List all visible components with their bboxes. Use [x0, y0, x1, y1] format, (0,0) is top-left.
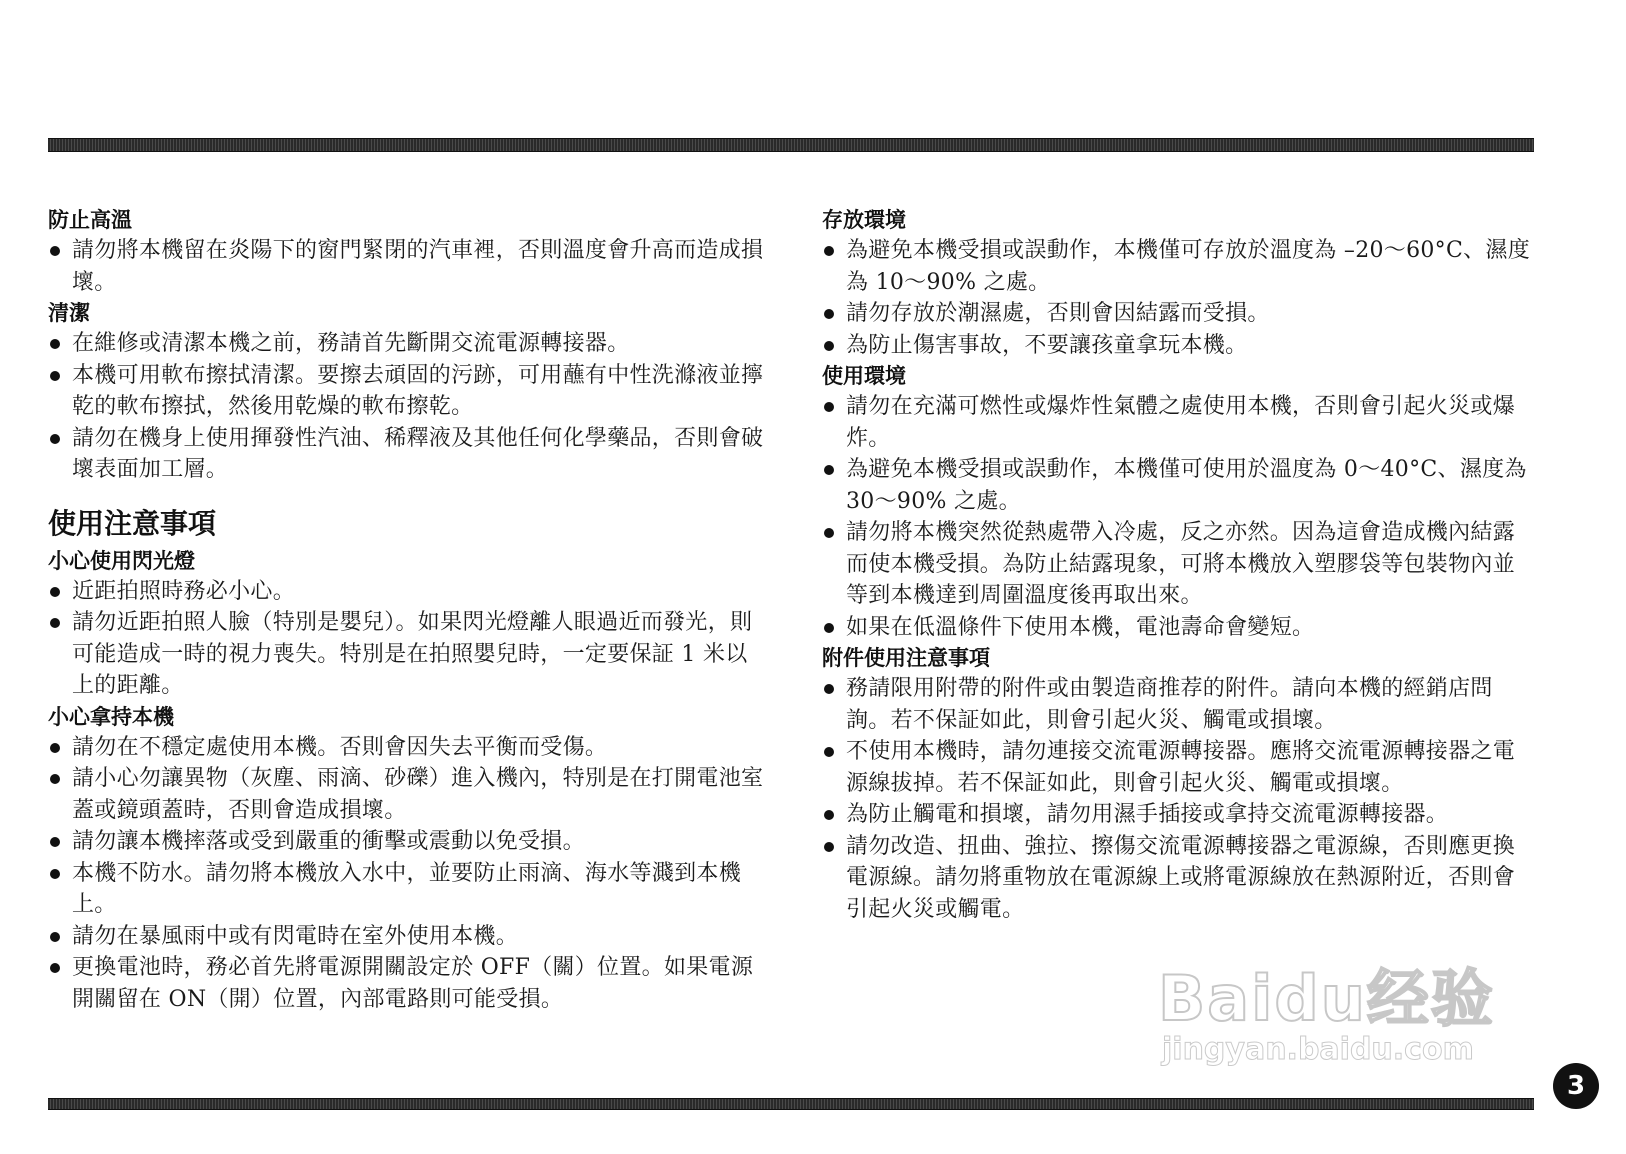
list-item-text: 不使用本機時，請勿連接交流電源轉接器。應將交流電源轉接器之電源線拔掉。若不保証如此，則會引起火災、觸電或損壞。: [846, 739, 1516, 796]
list-item-text: 為防止觸電和損壞，請勿用濕手插接或拿持交流電源轉接器。: [846, 802, 1449, 827]
main-heading: 使用注意事項: [48, 506, 217, 540]
bullet-icon: [50, 743, 60, 753]
list-item-text: 請勿將本機突然從熱處帶入冷處，反之亦然。因為這會造成機內結露而使本機受損。為防止結露現象，可將本機放入塑膠袋等包裝物內並等到本機達到周圍溫度後再取出來。: [846, 520, 1516, 608]
list-item: [48, 607, 768, 702]
bullet-icon: [824, 684, 834, 694]
list-item: [48, 328, 768, 360]
section-heading: 清潔: [48, 301, 90, 325]
list-item-text: 請勿在機身上使用揮發性汽油、稀釋液及其他任何化學藥品，否則會破壞表面加工層。: [72, 425, 764, 482]
list-item: [822, 673, 1536, 736]
bullet-list: [822, 673, 1536, 925]
bullet-list: [822, 235, 1536, 361]
watermark-url: jingyan.baidu.com: [1162, 1032, 1474, 1067]
list-item: [822, 454, 1536, 517]
list-item: [822, 612, 1536, 644]
list-item-text: 請勿在暴風雨中或有閃電時在室外使用本機。: [72, 923, 519, 949]
section-heading: 存放環境: [822, 208, 906, 232]
bullet-icon: [824, 465, 834, 475]
bullet-list: [822, 391, 1536, 643]
list-item: [822, 736, 1536, 799]
list-item: [48, 423, 768, 486]
bullet-icon: [50, 774, 60, 784]
list-item: [822, 235, 1536, 298]
bullet-icon: [50, 869, 60, 879]
list-item-text: 如果在低溫條件下使用本機，電池壽命會變短。: [846, 614, 1315, 640]
bullet-icon: [824, 341, 834, 351]
bullet-icon: [50, 618, 60, 628]
bullet-icon: [50, 837, 60, 847]
list-item: [48, 763, 768, 826]
list-item-text: 為防止傷害事故，不要讓孩童拿玩本機。: [846, 332, 1248, 358]
bottom-rule: [48, 1098, 1534, 1110]
bullet-icon: [50, 932, 60, 942]
section-heading: 小心使用閃光燈: [48, 548, 195, 573]
list-item-text: 本機可用軟布擦拭清潔。要擦去頑固的污跡，可用蘸有中性洗滌液並擰乾的軟布擦拭，然後用乾燥的軟布擦乾。: [72, 362, 764, 419]
bullet-icon: [824, 309, 834, 319]
list-item: [822, 330, 1536, 362]
bullet-list: [48, 328, 768, 486]
list-item-text: 在維修或清潔本機之前，務請首先斷開交流電源轉接器。: [72, 331, 630, 356]
list-item-text: 請勿讓本機摔落或受到嚴重的衝擊或震動以免受損。: [72, 829, 585, 854]
bullet-icon: [824, 842, 834, 852]
list-item: [822, 831, 1536, 926]
list-item-text: 更換電池時，務必首先將電源開關設定於 OFF（關）位置。如果電源開關留在 ON（開）位置，內部電路則可能受損。: [72, 955, 754, 1012]
section-heading: 使用環境: [822, 364, 906, 388]
bullet-list: [48, 576, 768, 702]
bullet-icon: [50, 371, 60, 381]
list-item-text: 請勿存放於潮濕處，否則會因結露而受損。: [846, 301, 1270, 326]
bullet-icon: [824, 246, 834, 256]
list-item: [48, 826, 768, 858]
section-heading: 防止高溫: [48, 208, 132, 232]
list-item-text: 近距拍照時務必小心。: [72, 578, 296, 604]
bullet-icon: [50, 339, 60, 349]
list-item-text: 請勿改造、扭曲、強拉、擦傷交流電源轉接器之電源線，否則應更換電源線。請勿將重物放在電源線上或將電源線放在熱源附近，否則會引起火災或觸電。: [846, 833, 1516, 922]
bullet-icon: [824, 402, 834, 412]
top-rule: [48, 138, 1534, 152]
list-item-text: 請勿在充滿可燃性或爆炸性氣體之處使用本機，否則會引起火災或爆炸。: [846, 394, 1516, 451]
bullet-icon: [824, 528, 834, 538]
bullet-icon: [824, 810, 834, 820]
bullet-list: [48, 732, 768, 1016]
list-item: [48, 235, 768, 298]
list-item: [48, 576, 768, 608]
list-item-text: 為避免本機受損或誤動作，本機僅可存放於溫度為 –20～60°C、濕度為 10～90% 之處。: [846, 238, 1531, 295]
bullet-icon: [50, 434, 60, 444]
left-column: [48, 205, 768, 1015]
list-item: [48, 360, 768, 423]
bullet-list: [48, 235, 768, 298]
list-item: [822, 517, 1536, 612]
list-item: [48, 921, 768, 953]
baidu-watermark: [1158, 962, 1548, 1067]
right-column: [822, 205, 1536, 925]
bullet-icon: [824, 623, 834, 633]
list-item-text: 請勿將本機留在炎陽下的窗門緊閉的汽車裡，否則溫度會升高而造成損壞。: [72, 238, 764, 295]
list-item-text: 請勿近距拍照人臉（特別是嬰兒）。如果閃光燈離人眼過近而發光，則可能造成一時的視力喪失。特別是在拍照嬰兒時，一定要保証 1 米以上的距離。: [72, 610, 753, 698]
section-heading: 小心拿持本機: [48, 704, 174, 729]
bullet-icon: [50, 963, 60, 973]
list-item-text: 請小心勿讓異物（灰塵、雨滴、砂礫）進入機內，特別是在打開電池室蓋或鏡頭蓋時，否則會造成損壞。: [72, 766, 764, 823]
list-item-text: 本機不防水。請勿將本機放入水中，並要防止雨滴、海水等濺到本機上。: [72, 860, 742, 917]
list-item: [822, 298, 1536, 330]
bullet-icon: [824, 747, 834, 757]
list-item: [822, 391, 1536, 454]
list-item: [48, 732, 768, 764]
watermark-logo: Baidu经验: [1158, 962, 1495, 1035]
list-item: [822, 799, 1536, 831]
bullet-icon: [50, 246, 60, 256]
list-item: [48, 858, 768, 921]
section-heading: 附件使用注意事項: [822, 646, 990, 670]
page-number-badge: 3: [1553, 1063, 1599, 1109]
list-item-text: 為避免本機受損或誤動作，本機僅可使用於溫度為 0～40°C、濕度為 30～90% 之處。: [846, 457, 1527, 514]
list-item-text: 請勿在不穩定處使用本機。否則會因失去平衡而受傷。: [72, 734, 608, 760]
list-item: [48, 952, 768, 1015]
list-item-text: 務請限用附帶的附件或由製造商推荐的附件。請向本機的經銷店問詢。若不保証如此，則會引起火災、觸電或損壞。: [846, 676, 1493, 733]
bullet-icon: [50, 587, 60, 597]
